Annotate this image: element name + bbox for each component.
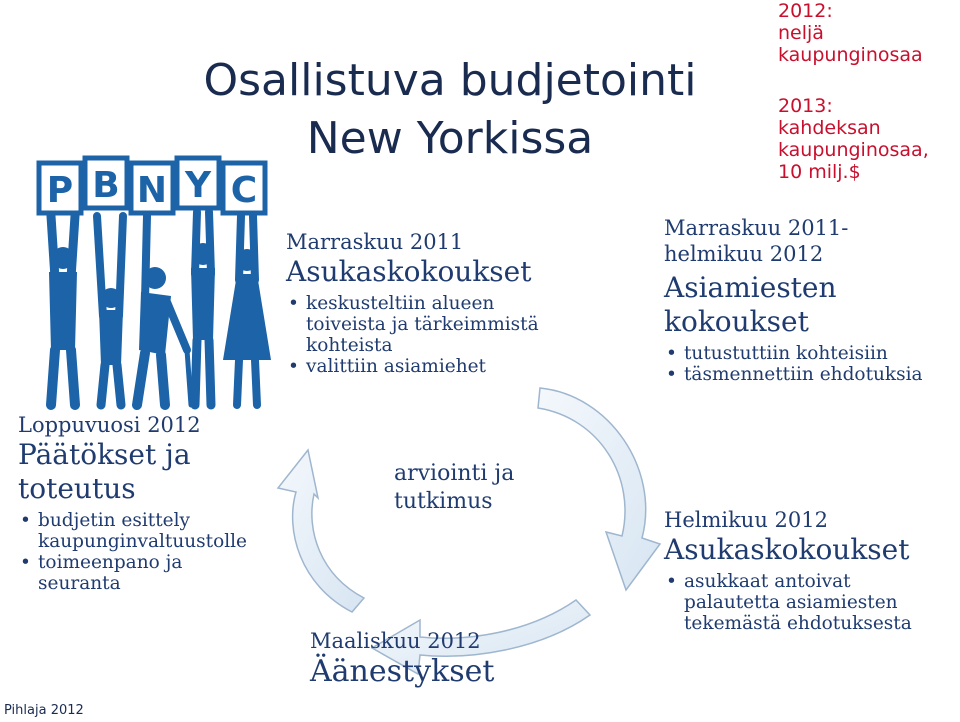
stage-date: Maaliskuu 2012	[310, 629, 481, 653]
stage-late-2012	[18, 412, 288, 594]
center-line1: arviointi ja	[394, 461, 515, 486]
note-2012-line1: neljä	[778, 22, 824, 44]
note-2012	[778, 0, 923, 66]
page-title-line1: Osallistuva budjetointi	[203, 55, 697, 106]
stage-date-line1: Marraskuu 2011-	[664, 216, 849, 240]
stage-bullet: • toimeenpano ja seuranta	[18, 552, 198, 594]
stage-heading: Äänestykset	[310, 654, 495, 689]
stage-heading-line2: toteutus	[18, 472, 136, 505]
stage-bullet: • tutustuttiin kohteisiin	[664, 343, 960, 364]
page-title-line2: New Yorkissa	[306, 113, 594, 164]
stage-date: Marraskuu 2011	[286, 230, 464, 254]
footer-credit: Pihlaja 2012	[4, 703, 84, 718]
stage-bullet: • budjetin esittely kaupunginvaltuustolle	[18, 510, 268, 552]
note-2013	[778, 95, 929, 183]
logo-letter-y: Y	[184, 165, 212, 206]
stage-heading: Asukaskokoukset	[286, 255, 532, 288]
stage-heading-line1: Päätökset ja	[18, 438, 191, 471]
stage-bullet: • valittiin asiamiehet	[286, 356, 606, 377]
note-2013-line2: kaupunginosaa,	[778, 139, 929, 161]
stage-delegates	[664, 215, 960, 385]
logo-letter-n: N	[136, 170, 168, 211]
stage-date-line2: helmikuu 2012	[664, 242, 824, 266]
stage-bullet: • keskusteltiin alueen toiveista ja tärkeimmistä kohteista	[286, 293, 576, 356]
logo-letter-b: B	[92, 165, 120, 206]
cycle-arrow-right	[538, 388, 660, 590]
logo-letter-p: P	[46, 170, 74, 211]
note-2012-year: 2012:	[778, 0, 833, 22]
cycle-arrow-left	[278, 450, 364, 612]
note-2012-line2: kaupunginosaa	[778, 44, 923, 66]
stage-date: Loppuvuosi 2012	[18, 413, 201, 437]
stage-heading-line1: Asiamiesten	[664, 271, 837, 304]
stage-mar-2012	[310, 628, 550, 690]
stage-heading: Asukaskokoukset	[664, 533, 910, 566]
stage-bullet: • täsmennettiin ehdotuksia	[664, 364, 960, 385]
logo-letter-c: C	[230, 170, 258, 211]
stage-heading-line2: kokoukset	[664, 305, 809, 338]
center-evaluation	[394, 460, 514, 516]
stage-nov-2011	[286, 229, 606, 377]
stage-feb-2012	[664, 507, 960, 634]
note-2013-line3: 10 milj.$	[778, 161, 861, 183]
stage-bullet: • asukkaat antoivat palautetta asiamiesten tekemästä ehdotuksesta	[664, 571, 934, 634]
stage-date: Helmikuu 2012	[664, 508, 828, 532]
center-line2: tutkimus	[394, 489, 493, 514]
note-2013-line1: kahdeksan	[778, 117, 881, 139]
note-2013-year: 2013:	[778, 95, 833, 117]
